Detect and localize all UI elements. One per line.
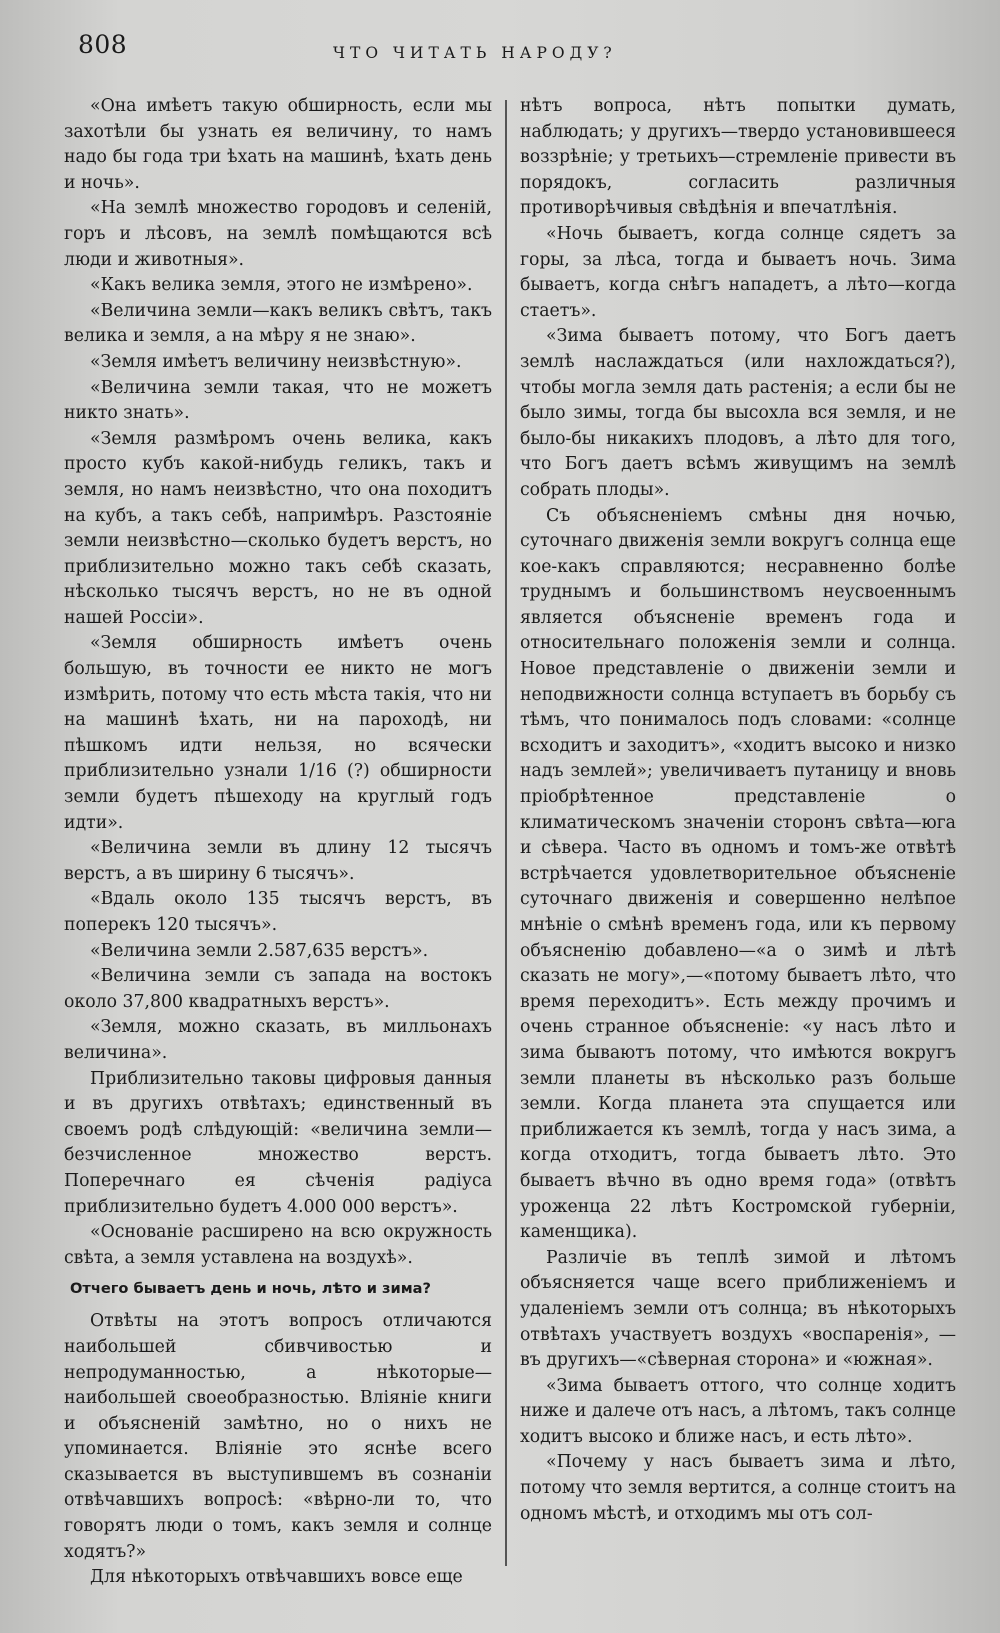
column-divider xyxy=(505,100,507,1566)
paragraph: «Зима бываетъ потому, что Богъ даетъ землѣ наслаждаться (или нахлождаться?), чтобы могла земля дать растенія; а если бы не было зимы, тогда бы высохла вся земля, и не было-бы никакихъ плодовъ, а лѣто для того, что Богъ даетъ всѣмъ живущимъ на землѣ собрать плоды». xyxy=(520,326,956,500)
paragraph: «Она имѣетъ такую обширность, если мы захотѣли бы узнать ея величину, то намъ надо бы года три ѣхать на машинѣ, ѣхать день и ночь». xyxy=(64,96,492,193)
paragraph: «Величина земли—какъ великъ свѣтъ, такъ велика и земля, а на мѣру я не знаю». xyxy=(64,300,492,347)
section-heading: Отчего бываетъ день и ночь, лѣто и зима? xyxy=(70,1280,431,1298)
paragraph: Различіе въ теплѣ зимой и лѣтомъ объясняется чаще всего приближеніемъ и удаленіемъ земли отъ солнца; въ нѣкоторыхъ отвѣтахъ участвуетъ воздухъ «воспаренія», —въ другихъ—«сѣверная сторона» и «южная». xyxy=(520,1247,956,1371)
left-column xyxy=(64,94,492,1591)
paragraph: «Земля обширность имѣетъ очень большую, въ точности ее никто не могъ измѣрить, потому что есть мѣста такія, что ни на машинѣ ѣхать, ни на пароходѣ, ни пѣшкомъ идти нельзя, но всячески приблизительно узнали 1/16 (?) обширности земли будетъ пѣшеходу на круглый годъ идти». xyxy=(64,633,492,833)
paragraph: Отвѣты на этотъ вопросъ отличаются наибольшей сбивчивостью и непродуманностью, а нѣкоторые—наибольшей своеобразностью. Вліяніе книги и объясненій замѣтно, но о нихъ не упоминается. Вліяніе это яснѣе всего сказывается въ выступившемъ въ сознаніи отвѣчавшихъ вопросѣ: «вѣрно-ли то, что говорятъ люди о томъ, какъ земля и солнце ходятъ?» xyxy=(64,1311,492,1562)
paragraph: «Какъ велика земля, этого не измѣрено». xyxy=(90,275,473,296)
paragraph: «Зима бываетъ оттого, что солнце ходитъ ниже и далече отъ насъ, а лѣтомъ, такъ солнце ходитъ высоко и ближе насъ, и есть лѣто». xyxy=(520,1375,956,1447)
paragraph: «Величина земли съ запада на востокъ около 37,800 квадратныхъ верстъ». xyxy=(64,966,492,1012)
paragraph: «Ночь бываетъ, когда солнце сядетъ за горы, за лѣса, тогда и бываетъ ночь. Зима бываетъ, когда снѣгъ нападетъ, а лѣто—когда стаетъ». xyxy=(520,223,956,321)
paragraph: «Земля, можно сказать, въ милльонахъ величина». xyxy=(64,1017,492,1063)
paragraph: «Величина земли 2.587,635 верстъ». xyxy=(90,940,429,961)
page-number: 808 xyxy=(78,30,128,59)
paragraph: «Величина земли въ длину 12 тысячъ верстъ, а въ ширину 6 тысячъ». xyxy=(64,838,492,884)
right-column xyxy=(520,94,956,1527)
paragraph: «Земля размѣромъ очень велика, какъ просто кубъ какой-нибудь геликъ, такъ и земля, но намъ неизвѣстно, что она походитъ на кубъ, а такъ себѣ, напримѣръ. Разстояніе земли неизвѣстно—сколько будетъ верстъ, но приблизительно можно такъ себѣ сказать, нѣсколько тысячъ верстъ, но не въ одной нашей Россіи». xyxy=(64,428,492,628)
paragraph: Съ объясненіемъ смѣны дня ночью, суточнаго движенія земли вокругъ солнца еще кое-какъ справляются; несравненно болѣе труднымъ и большинствомъ неусвоеннымъ является объясненіе временъ года и относительнаго положенія земли и солнца. Новое представленіе о движеніи земли и неподвижности солнца вступаетъ въ борьбу съ тѣмъ, что понималось подъ словами: «солнце всходитъ и заходитъ», «ходитъ высоко и низко надъ землей»; увеличиваетъ путаницу и вновь пріобрѣтенное представленіе о климатическомъ значеніи сторонъ свѣта—юга и сѣвера. Часто въ одномъ и томъ-же отвѣтѣ встрѣчается удовлетворительное объясненіе суточнаго движенія и совершенно нелѣпое мнѣніе о смѣнѣ временъ года, или къ первому объясненію добавлено—«а о зимѣ и лѣтѣ сказать не могу»,—«потому бываетъ лѣто, что время переходитъ». Есть между прочимъ и очень странное объясненіе: «у насъ лѣто и зима бываютъ потому, что имѣются вокругъ земли планеты въ нѣсколько разъ больше земли. Когда планета эта спущается или приближается къ землѣ, тогда у насъ зима, а когда отходитъ, тогда бываетъ лѣто. Это бываетъ вѣчно въ одно время года» (отвѣтъ уроженца 22 лѣтъ Костромской губерніи, каменщика). xyxy=(520,505,956,1243)
paragraph: «Величина земли такая, что не можетъ никто знать». xyxy=(64,377,492,424)
running-title: ЧТО ЧИТАТЬ НАРОДУ? xyxy=(333,44,617,62)
paragraph: Для нѣкоторыхъ отвѣчавшихъ вовсе еще xyxy=(90,1567,463,1588)
paragraph: «Почему у насъ бываетъ зима и лѣто, потому что земля вертится, а солнце стоитъ на одномъ мѣстѣ, и отходимъ мы отъ сол- xyxy=(520,1452,956,1524)
paragraph: «Вдаль около 135 тысячъ верстъ, въ поперекъ 120 тысячъ». xyxy=(64,889,492,935)
page-header xyxy=(78,30,700,70)
paragraph-continuation: нѣтъ вопроса, нѣтъ попытки думать, наблюдать; у другихъ—твердо установившееся воззрѣніе; у третьихъ—стремленіе привести въ порядокъ, согласить различныя противорѣчивыя свѣдѣнія и впечатлѣнія. xyxy=(520,96,956,219)
paragraph: «Земля имѣетъ величину неизвѣстную». xyxy=(90,351,462,372)
paragraph: «Основаніе расширено на всю окружность свѣта, а земля уставлена на воздухѣ». xyxy=(64,1222,492,1268)
paragraph: Приблизительно таковы цифровыя данныя и въ другихъ отвѣтахъ; единственный въ своемъ родѣ слѣдующій: «величина земли—безчисленное множество верстъ. Поперечнаго ея сѣченія радіуса приблизительно будетъ 4.000 000 верстъ». xyxy=(64,1068,492,1217)
paragraph: «На землѣ множество городовъ и селеній, горъ и лѣсовъ, на землѣ помѣщаются всѣ люди и животныя». xyxy=(64,198,492,270)
